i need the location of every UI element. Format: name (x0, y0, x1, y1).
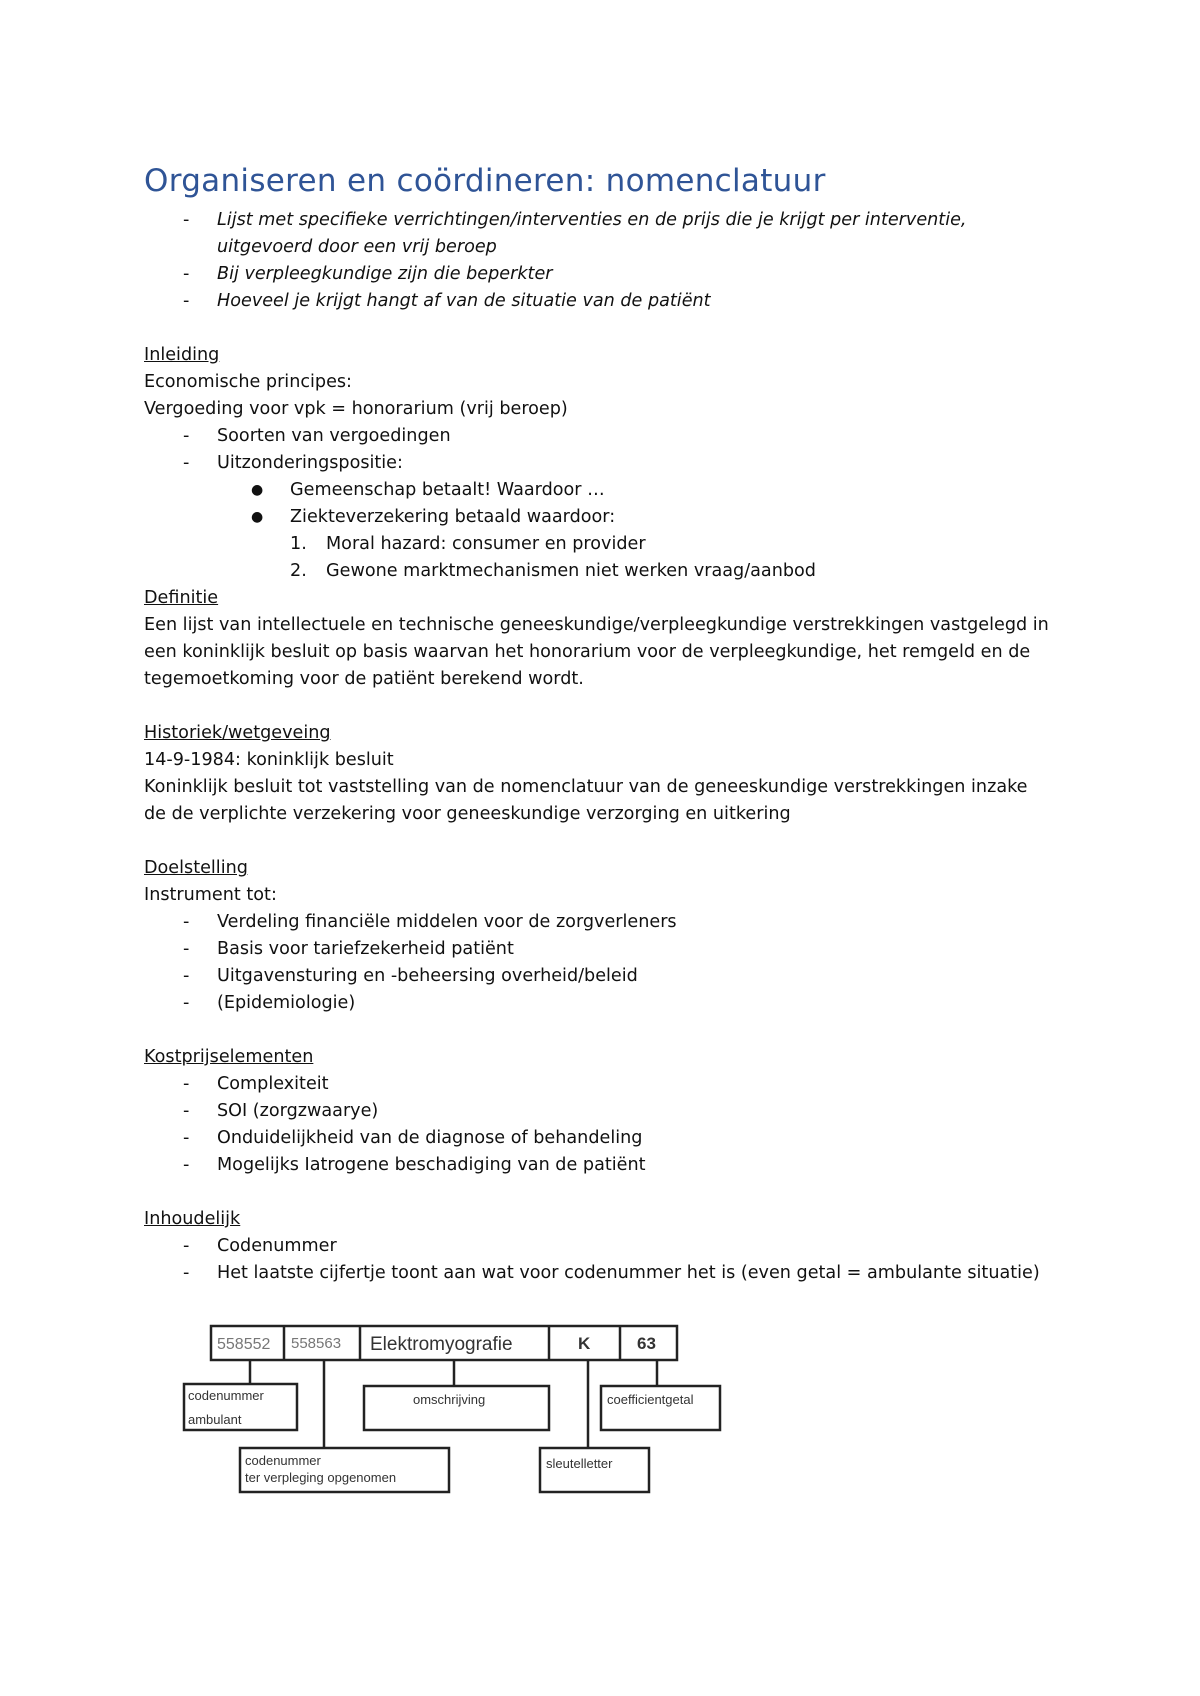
list-dash: - (183, 993, 190, 1013)
label-sleutel: sleutelletter (546, 1456, 613, 1471)
section-heading-inleiding: Inleiding (144, 345, 220, 365)
list-item: Mogelijks Iatrogene beschadiging van de patiënt (217, 1155, 646, 1175)
label-coefficient: coefficientgetal (607, 1392, 694, 1407)
list-dash: - (183, 264, 190, 284)
paragraph-line: Koninklijk besluit tot vaststelling van de nomenclatuur van de geneeskundige verstrekkingen inzake (144, 777, 1028, 797)
intro-item: Hoeveel je krijgt hangt af van de situatie van de patiënt (217, 291, 711, 311)
label-ambulant-line2: ambulant (188, 1412, 242, 1427)
list-item: Complexiteit (217, 1074, 329, 1094)
list-dash: - (183, 939, 190, 959)
bullet-item: Ziekteverzekering betaald waardoor: (290, 507, 616, 527)
list-item: Codenummer (217, 1236, 337, 1256)
list-dash: - (183, 210, 190, 230)
list-dash: - (183, 1236, 190, 1256)
label-omschrijving: omschrijving (413, 1392, 486, 1407)
paragraph-line: Vergoeding voor vpk = honorarium (vrij beroep) (144, 399, 568, 419)
code-key-letter: K (578, 1334, 591, 1353)
intro-item: Lijst met specifieke verrichtingen/interventies en de prijs die je krijgt per interventie, (217, 210, 967, 230)
list-dash: - (183, 1263, 190, 1283)
list-dash: - (183, 426, 190, 446)
page-title: Organiseren en coördineren: nomenclatuur (144, 163, 826, 199)
section-heading-doelstelling: Doelstelling (144, 858, 248, 878)
section-heading-kostprijs: Kostprijselementen (144, 1047, 314, 1067)
label-verpleging-line2: ter verpleging opgenomen (245, 1470, 397, 1485)
label-ambulant-line1: codenummer (188, 1388, 264, 1403)
list-dash: - (183, 1128, 190, 1148)
list-number: 2. (290, 561, 307, 581)
code-verpleging: 558563 (291, 1335, 342, 1352)
list-item: Basis voor tariefzekerheid patiënt (217, 939, 514, 959)
list-dash: - (183, 1101, 190, 1121)
intro-item: uitgevoerd door een vrij beroep (217, 237, 497, 257)
numbered-item: Gewone marktmechanismen niet werken vraag/aanbod (326, 561, 816, 581)
paragraph-line: een koninklijk besluit op basis waarvan het honorarium voor de verpleegkundige, het remgeld en de (144, 642, 1031, 662)
bullet-icon: ● (251, 509, 264, 525)
paragraph-line: Een lijst van intellectuele en technische geneeskundige/verpleegkundige verstrekkingen vastgelegd in (144, 615, 1049, 635)
list-dash: - (183, 1074, 190, 1094)
list-dash: - (183, 291, 190, 311)
list-dash: - (183, 453, 190, 473)
paragraph-line: tegemoetkoming voor de patiënt berekend wordt. (144, 669, 584, 689)
intro-item: Bij verpleegkundige zijn die beperkter (217, 264, 553, 284)
bullet-icon: ● (251, 482, 264, 498)
list-item: Uitgavensturing en -beheersing overheid/beleid (217, 966, 638, 986)
paragraph-line: de de verplichte verzekering voor geneeskundige verzorging en uitkering (144, 804, 791, 824)
section-heading-historiek: Historiek/wetgeveing (144, 723, 331, 743)
list-item: Onduidelijkheid van de diagnose of behandeling (217, 1128, 643, 1148)
list-item: Soorten van vergoedingen (217, 426, 451, 446)
code-coefficient: 63 (637, 1334, 656, 1353)
numbered-item: Moral hazard: consumer en provider (326, 534, 646, 554)
list-item: Uitzonderingspositie: (217, 453, 403, 473)
label-verpleging-line1: codenummer (245, 1453, 321, 1468)
code-description: Elektromyografie (370, 1334, 513, 1355)
list-number: 1. (290, 534, 307, 554)
list-item: Verdeling financiële middelen voor de zorgverleners (217, 912, 677, 932)
list-dash: - (183, 1155, 190, 1175)
section-heading-definitie: Definitie (144, 588, 219, 608)
bullet-item: Gemeenschap betaalt! Waardoor … (290, 480, 605, 500)
list-dash: - (183, 912, 190, 932)
list-item: Het laatste cijfertje toont aan wat voor codenummer het is (even getal = ambulante situatie) (217, 1263, 1040, 1283)
paragraph-line: Economische principes: (144, 372, 352, 392)
list-item: (Epidemiologie) (217, 993, 356, 1013)
paragraph-line: 14-9-1984: koninklijk besluit (144, 750, 394, 770)
paragraph-line: Instrument tot: (144, 885, 277, 905)
list-dash: - (183, 966, 190, 986)
section-heading-inhoudelijk: Inhoudelijk (144, 1209, 241, 1229)
list-item: SOI (zorgzwaarye) (217, 1101, 379, 1121)
code-ambulant: 558552 (217, 1336, 271, 1353)
